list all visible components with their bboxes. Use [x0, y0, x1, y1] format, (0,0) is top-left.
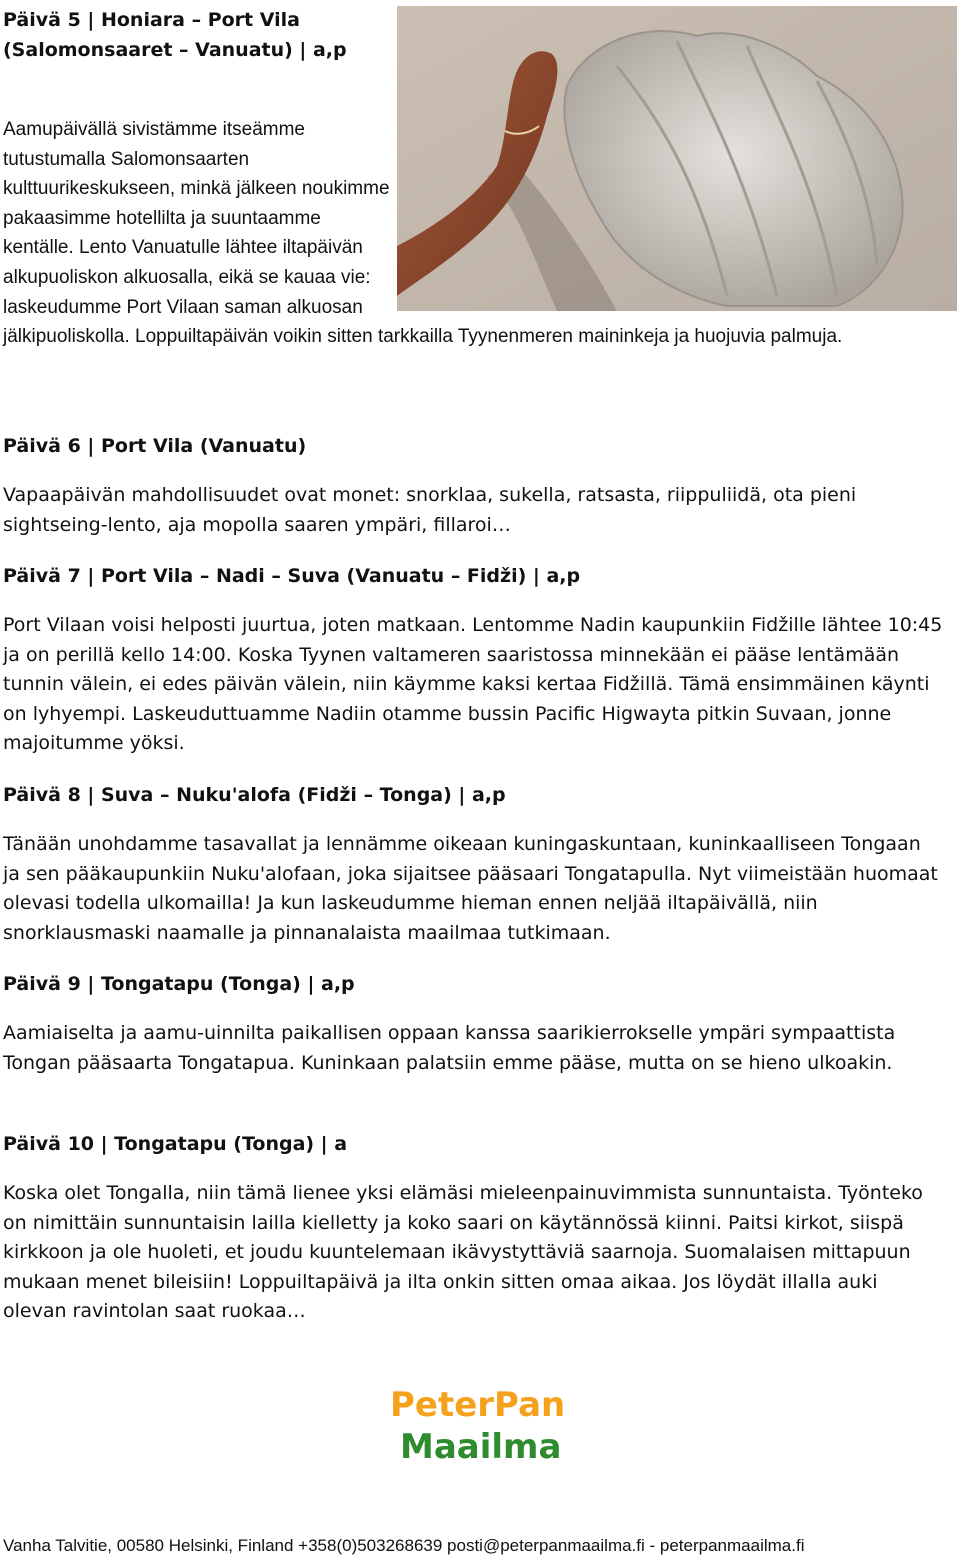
- photo-illustration: [397, 6, 957, 311]
- day8-paragraph: Tänään unohdamme tasavallat ja lennämme oikeaan kuningaskuntaan, kuninkaalliseen Tongaan ja sen pääkaupunkiin Nuku'alofaan, joka sijaitsee pääsaari Tongatapulla. Nyt viimeistään huomaat olevasi todella ulkomailla! Ja kun laskeudumme hieman ennen neljää iltapäivällä, niin snorklausmaski naamalle ja pinnanalaista maailmaa tutkimaan.: [3, 833, 938, 944]
- peterpan-maailma-logo: [388, 1380, 568, 1466]
- day7-paragraph: Port Vilaan voisi helposti juurtua, joten matkaan. Lentomme Nadin kaupunkiin Fidžille lähtee 10:45 ja on perillä kello 14:00. Koska Tyynen valtameren saaristossa minnekään ei pääse lentämään tunnin välein, ei edes päivän välein, niin käymme kaksi kertaa Fidžillä. Tämä ensimmäinen käynti on lyhyempi. Laskeuduttuamme Nadiin otamme bussin Pacific Higwayta pitkin Suvaan, jonne majoitumme yöksi.: [3, 614, 943, 754]
- logo-line1: PeterPan: [390, 1385, 566, 1425]
- day6-title: Päivä 6 | Port Vila (Vanuatu): [3, 435, 307, 457]
- day5-text: Aamupäivällä sivistämme itseämme tutustumalla Salomonsaarten kulttuurikeskukseen, minkä jälkeen noukimme pakaasimme hotellilta ja suuntaamme kentälle. Lento Vanuatulle lähtee iltapäivän alkupuoliskon alkuosalla, eikä se kauaa vie: laskeudumme Port Vilaan saman alkuosan jälkipuoliskolla. Loppuiltapäivän voikin sitten tarkkailla Tyynenmeren maininkeja ja huojuvia palmuja.: [3, 119, 843, 348]
- logo-graphic: [388, 1380, 568, 1466]
- day9-title: Päivä 9 | Tongatapu (Tonga) | a,p: [3, 973, 355, 995]
- day9-paragraph: Aamiaiselta ja aamu-uinnilta paikallisen oppaan kanssa saarikierrokselle ympäri sympaattista Tongan pääsaarta Tongatapua. Kuninkaan palatsiin emme pääse, mutta on se hieno ulkoakin.: [3, 1022, 896, 1074]
- beach-shell-photo: [397, 6, 957, 311]
- day10-title: Päivä 10 | Tongatapu (Tonga) | a: [3, 1133, 348, 1155]
- day6-paragraph: Vapaapäivän mahdollisuudet ovat monet: snorklaa, sukella, ratsasta, riippuliidä, ota pieni sightseing-lento, aja mopolla saaren ympäri, fillaroi…: [3, 484, 857, 536]
- day8-title: Päivä 8 | Suva – Nuku'alofa (Fidži – Tonga) | a,p: [3, 784, 506, 806]
- day5-title: Päivä 5 | Honiara – Port Vila (Salomonsaaret – Vanuatu) | a,p: [3, 9, 347, 61]
- contact-footer: Vanha Talvitie, 00580 Helsinki, Finland +358(0)503268639 posti@peterpanmaailma.fi - peterpanmaailma.fi: [3, 1536, 805, 1555]
- logo-line2: Maailma: [400, 1427, 562, 1466]
- day10-paragraph: Koska olet Tongalla, niin tämä lienee yksi elämäsi mieleenpainuvimmista sunnuntaista. Työnteko on nimittäin sunnuntaisin lailla kielletty ja koko saari on käytännössä kiinni. Paitsi kirkot, siispä kirkkoon ja ole huoleti, et joudu kuuntelemaan ikävystyttäviä saarnoja. Suomalaisen mittapuun mukaan menet bileisiin! Loppuiltapäivä ja ilta onkin sitten omaa aikaa. Jos löydät illalla auki olevan ravintolan saat ruokaa…: [3, 1182, 923, 1322]
- day7-title: Päivä 7 | Port Vila – Nadi – Suva (Vanuatu – Fidži) | a,p: [3, 565, 581, 587]
